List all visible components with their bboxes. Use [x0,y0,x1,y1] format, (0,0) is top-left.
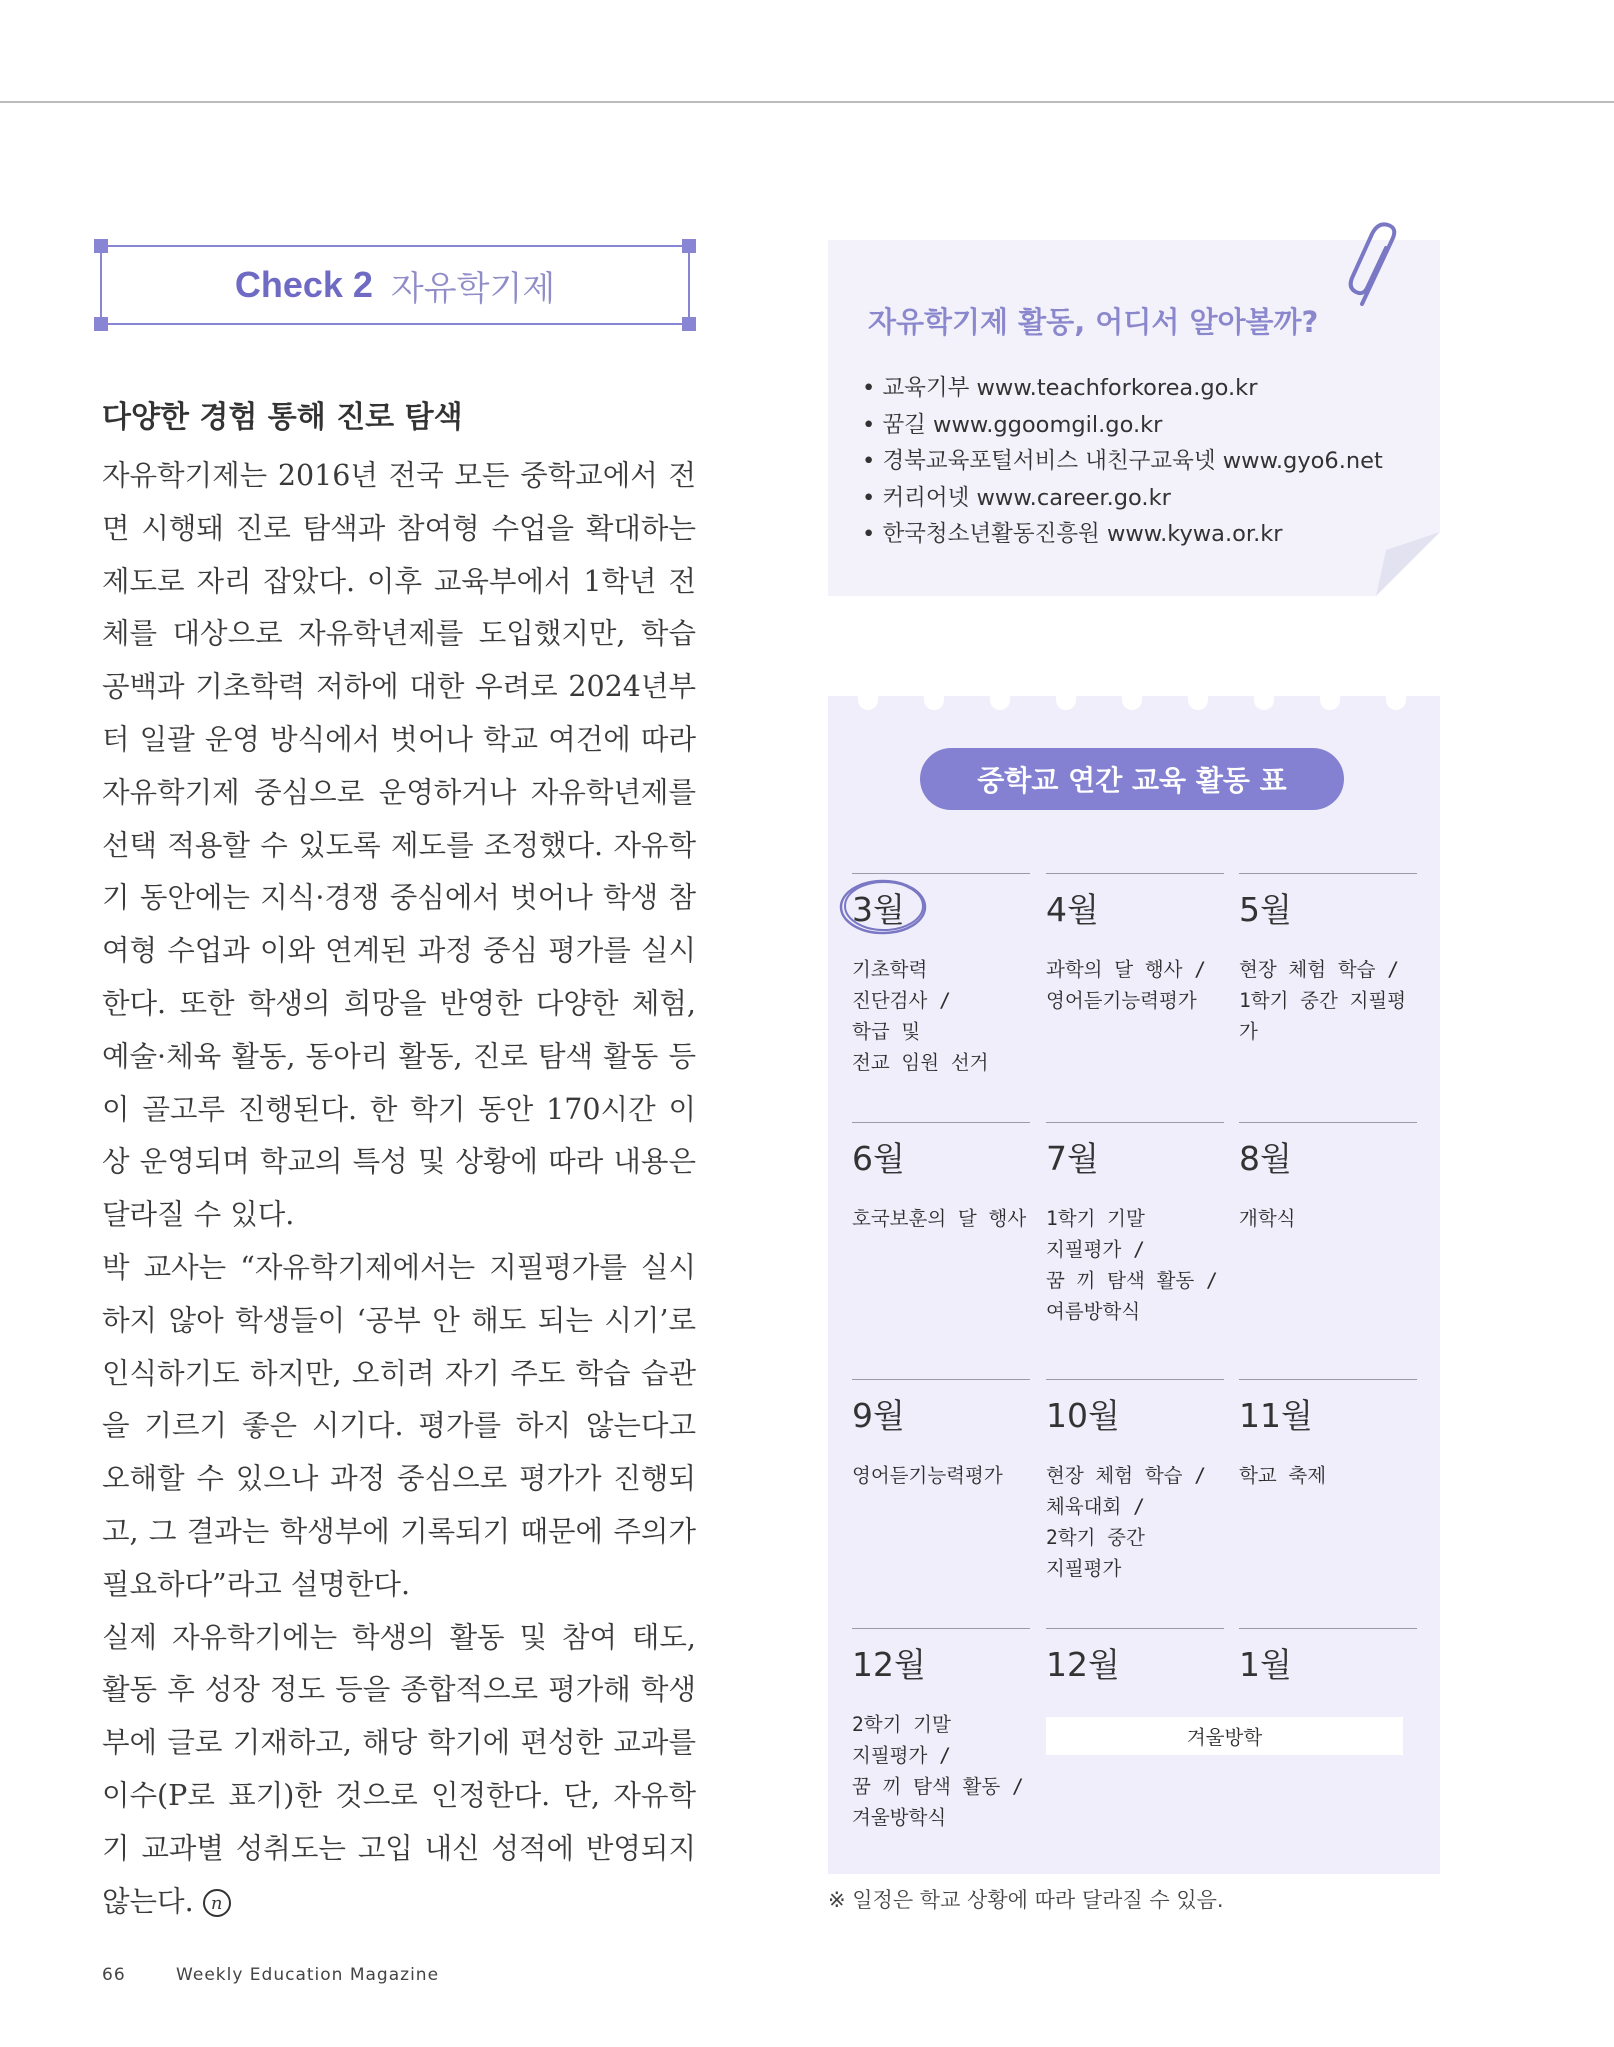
magazine-name: Weekly Education Magazine [176,1965,440,1985]
info-link-item: • 꿈길 www.ggoomgil.go.kr [862,407,1383,444]
binder-hole [1188,682,1208,710]
page-footer [102,1965,439,1985]
binder-hole [1122,682,1142,710]
article-paragraph: 박 교사는 “자유학기제에서는 지필평가를 실시하지 않아 학생들이 ‘공부 안 해도 되는 시기’로 인식하기도 하지만, 오히려 자기 주도 학습 습관을 기르기 좋은 시기다. 평가를 하지 않는다고 오해할 수 있으나 과정 중심으로 평가가 진행되고, 그 결과는 학생부에 기록되기 때문에 주의가 필요하다”라고 설명한다. [102,1250,696,1601]
month-cell [1046,1379,1224,1584]
month-label: 4월 [1046,890,1099,929]
paperclip-icon [1348,222,1408,317]
month-cell [852,1122,1030,1234]
month-text: 3월 [852,890,905,929]
month-event: 학교 축제 [1239,1464,1327,1487]
month-event: 기초학력 진단검사 / 학급 및 전교 임원 선거 [852,958,989,1074]
binder-hole [924,682,944,710]
info-link-item: • 교육기부 www.teachforkorea.go.kr [862,370,1383,407]
month-label [852,888,1030,932]
winter-break-bar: 겨울방학 [1046,1717,1403,1755]
binder-hole [990,682,1010,710]
binder-hole [858,682,878,710]
month-cell [852,873,1030,1078]
month-label: 10월 [1046,1396,1120,1435]
month-event: 2학기 기말 지필평가 / 꿈 끼 탐색 활동 / 겨울방학식 [852,1713,1024,1829]
month-label: 5월 [1239,890,1292,929]
page-number: 66 [102,1965,126,1985]
binder-hole [1056,682,1076,710]
month-label: 12월 [1046,1645,1120,1684]
month-cell [1239,1379,1417,1491]
check-label: Check 2 [234,264,373,305]
top-rule [0,101,1614,103]
calendar-title: 중학교 연간 교육 활동 표 [920,748,1344,810]
month-cell [1239,1628,1417,1687]
month-cell [852,1379,1030,1491]
month-label: 11월 [1239,1396,1313,1435]
month-cell [1046,1122,1224,1327]
section-title: 자유학기제 [390,268,556,309]
info-link-item: • 경북교육포털서비스 내친구교육넷 www.gyo6.net [862,443,1383,480]
month-cell [1239,873,1417,1047]
month-event: 과학의 달 행사 / 영어듣기능력평가 [1046,958,1206,1012]
month-cell [852,1628,1030,1833]
article-subheading: 다양한 경험 통해 진로 탐색 [102,400,463,435]
month-event: 1학기 기말 지필평가 / 꿈 끼 탐색 활동 / 여름방학식 [1046,1207,1218,1323]
month-label: 1월 [1239,1645,1292,1684]
corner-handle [682,239,696,253]
section-header-box [100,245,690,325]
circle-highlight-icon [838,878,928,936]
month-event: 현장 체험 학습 / 1학기 중간 지필평가 [1239,958,1407,1043]
calendar-card [828,696,1440,1874]
corner-handle [94,239,108,253]
info-title: 자유학기제 활동, 어디서 알아볼까? [868,305,1319,339]
month-cell [1239,1122,1417,1234]
month-event: 영어듣기능력평가 [852,1464,1003,1487]
info-link-item: • 한국청소년활동진흥원 www.kywa.or.kr [862,516,1383,553]
corner-handle [682,317,696,331]
month-label: 7월 [1046,1139,1099,1178]
month-event: 호국보훈의 달 행사 [852,1207,1027,1230]
article-paragraph-text: 실제 자유학기에는 학생의 활동 및 참여 태도, 활동 후 성장 정도 등을 종합적으로 평가해 학생부에 글로 기재하고, 해당 학기에 편성한 교과를 이수(P로 표기)한 것으로 인정한다. 단, 자유학기 교과별 성취도는 고입 내신 성적에 반영되지 않는다. [102,1620,696,1918]
article-paragraph [102,1612,696,1929]
page-fold-icon [1376,532,1440,596]
month-event: 개학식 [1239,1207,1296,1230]
article-paragraph: 자유학기제는 2016년 전국 모든 중학교에서 전면 시행돼 진로 탐색과 참여형 수업을 확대하는 제도로 자리 잡았다. 이후 교육부에서 1학년 전체를 대상으로 자유학년제를 도입했지만, 학습 공백과 기초학력 저하에 대한 우려로 2024년부터 일괄 운영 방식에서 벗어나 학교 여건에 따라 자유학기제 중심으로 운영하거나 자유학년제를 선택 적용할 수 있도록 제도를 조정했다. 자유학기 동안에는 지식·경쟁 중심에서 벗어나 학생 참여형 수업과 이와 연계된 과정 중심 평가를 실시한다. 또한 학생의 희망을 반영한 다양한 체험, 예술·체육 활동, 동아리 활동, 진로 탐색 활동 등이 골고루 진행된다. 한 학기 동안 170시간 이상 운영되며 학교의 특성 및 상황에 따라 내용은 달라질 수 있다. [102,459,696,1232]
month-label: 12월 [852,1645,926,1684]
month-label: 8월 [1239,1139,1292,1178]
month-event: 현장 체험 학습 / 체육대회 / 2학기 중간 지필평가 [1046,1464,1206,1580]
month-label: 9월 [852,1396,905,1435]
month-label: 6월 [852,1139,905,1178]
end-mark-icon: n [203,1889,231,1917]
month-cell [1046,1628,1224,1687]
article [102,392,696,1928]
month-cell [1046,873,1224,1016]
info-link-list [862,370,1383,553]
corner-handle [94,317,108,331]
binder-hole [1386,682,1406,710]
schedule-note: ※ 일정은 학교 상황에 따라 달라질 수 있음. [828,1888,1224,1912]
binder-hole [1254,682,1274,710]
info-link-item: • 커리어넷 www.career.go.kr [862,480,1383,517]
binder-hole [1320,682,1340,710]
